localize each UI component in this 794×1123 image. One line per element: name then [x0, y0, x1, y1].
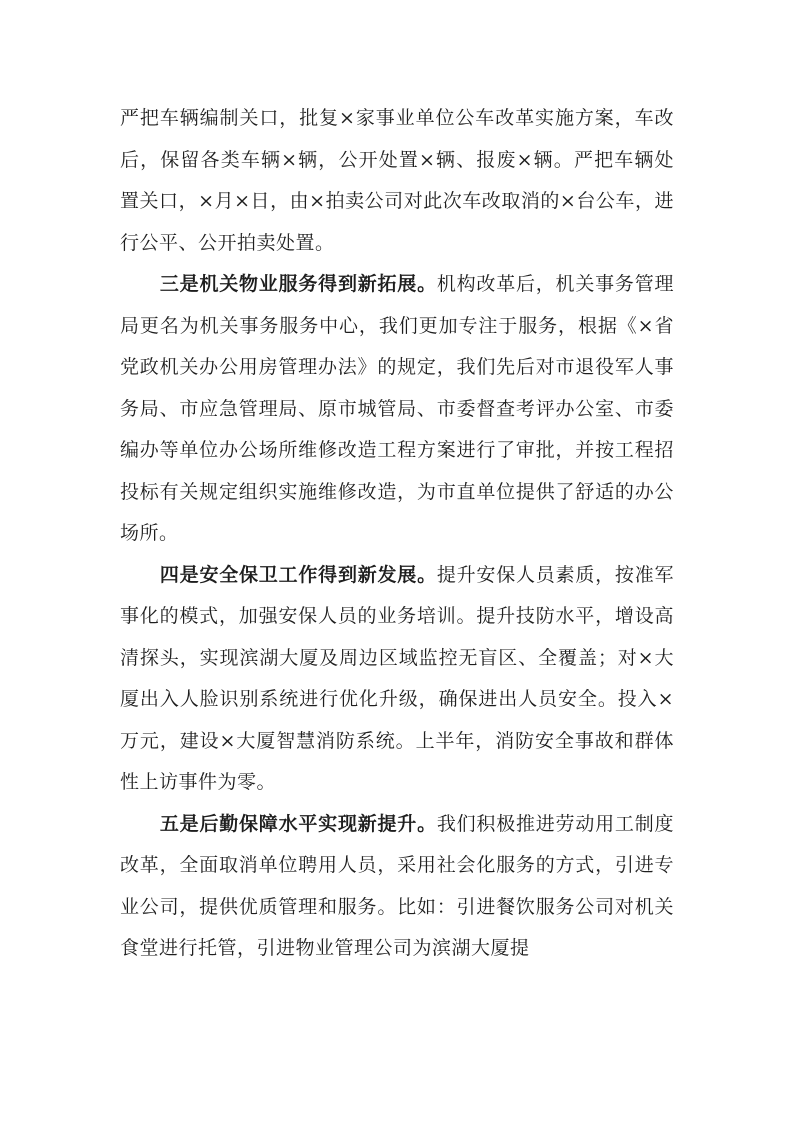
- paragraph-body: 我们积极推进劳动用工制度改革，全面取消单位聘用人员，采用社会化服务的方式，引进专业公司，提供优质管理和服务。比如：引进餐饮服务公司对机关食堂进行托管，引进物业管理公司为滨湖大厦提: [120, 812, 674, 959]
- paragraph-logistics: [120, 804, 674, 970]
- paragraph-property-services: [120, 264, 674, 555]
- paragraph-lead: 三是机关物业服务得到新拓展。: [159, 273, 437, 295]
- paragraph-lead: 五是后勤保障水平实现新提升。: [159, 812, 437, 835]
- document-body: [120, 98, 674, 970]
- paragraph-body: 提升安保人员素质，按准军事化的模式，加强安保人员的业务培训。提升技防水平，增设高清探头，实现滨湖大厦及周边区域监控无盲区、全覆盖；对×大厦出入人脸识别系统进行优化升级，确保进出人员安全。投入×万元，建设×大厦智慧消防系统。上半年，消防安全事故和群体性上访事件为零。: [120, 563, 674, 793]
- paragraph-lead: 四是安全保卫工作得到新发展。: [159, 563, 437, 586]
- paragraph-body: 严把车辆编制关口，批复×家事业单位公车改革实施方案，车改后，保留各类车辆×辆，公开处置×辆、报废×辆。严把车辆处置关口，×月×日，由×拍卖公司对此次车改取消的×台公车，进行公平、公开拍卖处置。: [120, 107, 674, 254]
- paragraph-body: 机构改革后，机关事务管理局更名为机关事务服务中心，我们更加专注于服务，根据《×省党政机关办公用房管理办法》的规定，我们先后对市退役军人事务局、市应急管理局、原市城管局、市委督查考评办公室、市委编办等单位办公场所维修改造工程方案进行了审批，并按工程招投标有关规定组织实施维修改造，为市直单位提供了舒适的办公场所。: [120, 273, 674, 544]
- paragraph-vehicle-control: [120, 98, 674, 264]
- paragraph-security: [120, 555, 674, 804]
